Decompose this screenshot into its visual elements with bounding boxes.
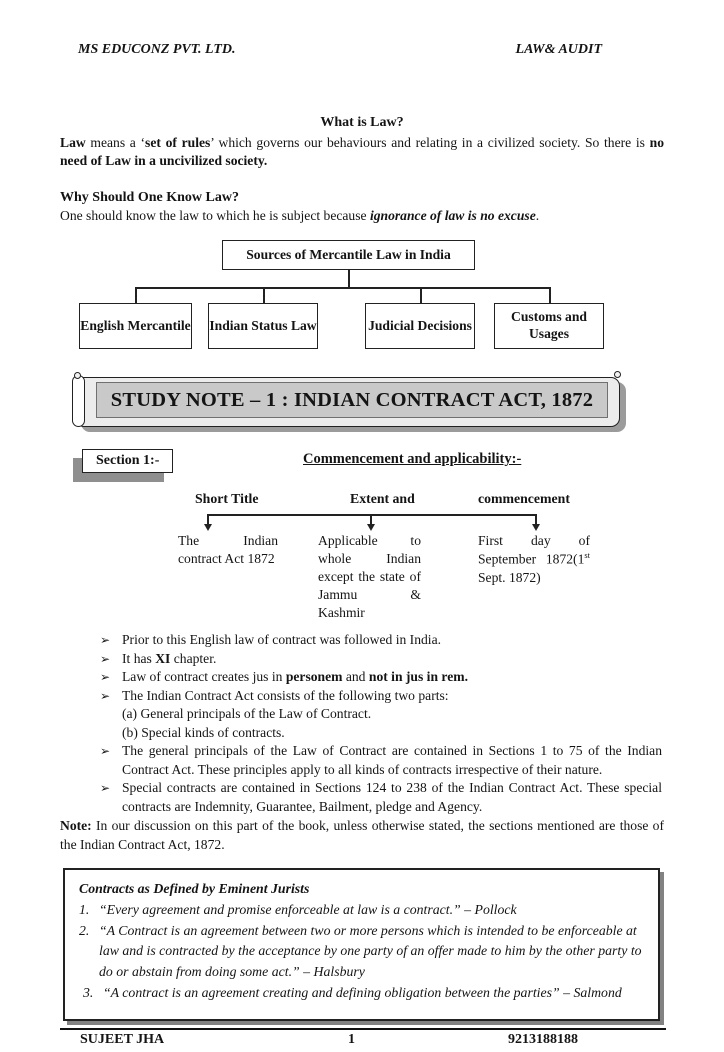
why-know-law-title: Why Should One Know Law? [60, 189, 239, 205]
jurist-quote: 1. “Every agreement and promise enforceable at law is a contract.” – Pollock [79, 901, 517, 917]
study-note-banner [75, 377, 620, 427]
header-company: MS EDUCONZ PVT. LTD. [78, 42, 236, 57]
short-title-text: The Indian contract Act 1872 [178, 533, 278, 567]
section-heading-row [60, 447, 664, 483]
list-item: ➢ Prior to this English law of contract was followed in India. [60, 631, 662, 649]
bullet-arrow-icon: ➢ [100, 670, 111, 685]
key-points-list [60, 631, 662, 816]
study-note-banner-title: STUDY NOTE – 1 : INDIAN CONTRACT ACT, 1872 [96, 382, 608, 418]
sources-diagram [60, 240, 664, 350]
list-item: ➢ The Indian Contract Act consists of the following two parts: [60, 687, 662, 705]
list-item: ➢ The general principals of the Law of Contract are contained in Sections 1 to 75 of the Indian Contract Act. These principles apply to all kinds of contracts irrespective of their nature. [60, 742, 662, 779]
list-subitem-a: (a) General principals of the Law of Contract. [122, 706, 372, 722]
list-subitem-b: (b) Special kinds of contracts. [122, 724, 285, 740]
diagram-child-indian-status-law: Indian Status Law [208, 303, 318, 349]
extent-text: Applicable to whole Indian except the state of Jammu & Kashmir [318, 533, 421, 621]
page-footer [60, 1028, 666, 1052]
bullet-arrow-icon: ➢ [100, 781, 111, 796]
page-header [0, 0, 724, 58]
column-header-short-title: Short Title [195, 491, 259, 507]
commencement-table [60, 491, 664, 625]
connector-line [135, 287, 550, 289]
section-label-box: Section 1:- [82, 449, 173, 473]
intro-section [60, 114, 664, 225]
what-is-law-paragraph: Law means a ‘set of rules’ which governs our behaviours and relating in a civilized society. So there is no need of Law in a uncivilized society. [60, 134, 664, 168]
bullet-arrow-icon: ➢ [100, 633, 111, 648]
why-know-law-paragraph: One should know the law to which he is subject because ignorance of law is no excuse. [60, 208, 540, 224]
connector-line [348, 270, 350, 287]
column-header-commencement: commencement [478, 491, 570, 507]
jurists-box-title: Contracts as Defined by Eminent Jurists [79, 881, 310, 897]
down-arrow-icon [367, 524, 375, 531]
footer-author: SUJEET JHA [80, 1032, 165, 1048]
down-arrow-icon [532, 524, 540, 531]
connector-line [549, 287, 551, 303]
note-paragraph: Note: In our discussion on this part of the book, unless otherwise stated, the sections mentioned are those of the Indian Contract Act, 1872. [60, 818, 664, 852]
footer-phone: 9213188188 [508, 1032, 578, 1048]
what-is-law-title: What is Law? [320, 115, 404, 130]
connector-line [135, 287, 137, 303]
diagram-root-box: Sources of Mercantile Law in India [222, 240, 475, 270]
down-arrow-icon [204, 524, 212, 531]
footer-page-number: 1 [348, 1032, 355, 1048]
diagram-child-judicial-decisions: Judicial Decisions [365, 303, 475, 349]
connector-line [263, 287, 265, 303]
commencement-text: First day of September 1872(1st Sept. 1872) [478, 533, 590, 585]
diagram-child-customs-usages: Customs and Usages [494, 303, 604, 349]
commencement-heading: Commencement and applicability:- [303, 451, 522, 468]
bullet-arrow-icon: ➢ [100, 744, 111, 759]
bullet-arrow-icon: ➢ [100, 688, 111, 703]
jurist-quote: 3. “A contract is an agreement creating and defining obligation between the parties” – Salmond [83, 984, 622, 1000]
diagram-child-english-mercantile: English Mercantile [79, 303, 192, 349]
list-item: ➢ It has XI chapter. [60, 650, 662, 668]
jurists-definitions-box [63, 868, 660, 1021]
column-header-extent: Extent and [350, 491, 415, 507]
header-subject: LAW& AUDIT [515, 42, 602, 57]
list-item: ➢ Special contracts are contained in Sections 124 to 238 of the Indian Contract Act. These special contracts are Indemnity, Guarantee, Bailment, pledge and Agency. [60, 779, 662, 816]
bullet-arrow-icon: ➢ [100, 651, 111, 666]
scroll-curl-left-icon [72, 375, 85, 427]
connector-line [420, 287, 422, 303]
jurist-quote: 2. “A Contract is an agreement between two or more persons which is intended to be enforceable at law and is contracted by the acceptance by one party of an offer made to him by the other party to do or abstain from doing some act.” – Halsbury [79, 922, 642, 980]
scroll-pin-right-icon [614, 371, 621, 378]
list-item: ➢ Law of contract creates jus in personem and not in jus in rem. [60, 668, 662, 686]
